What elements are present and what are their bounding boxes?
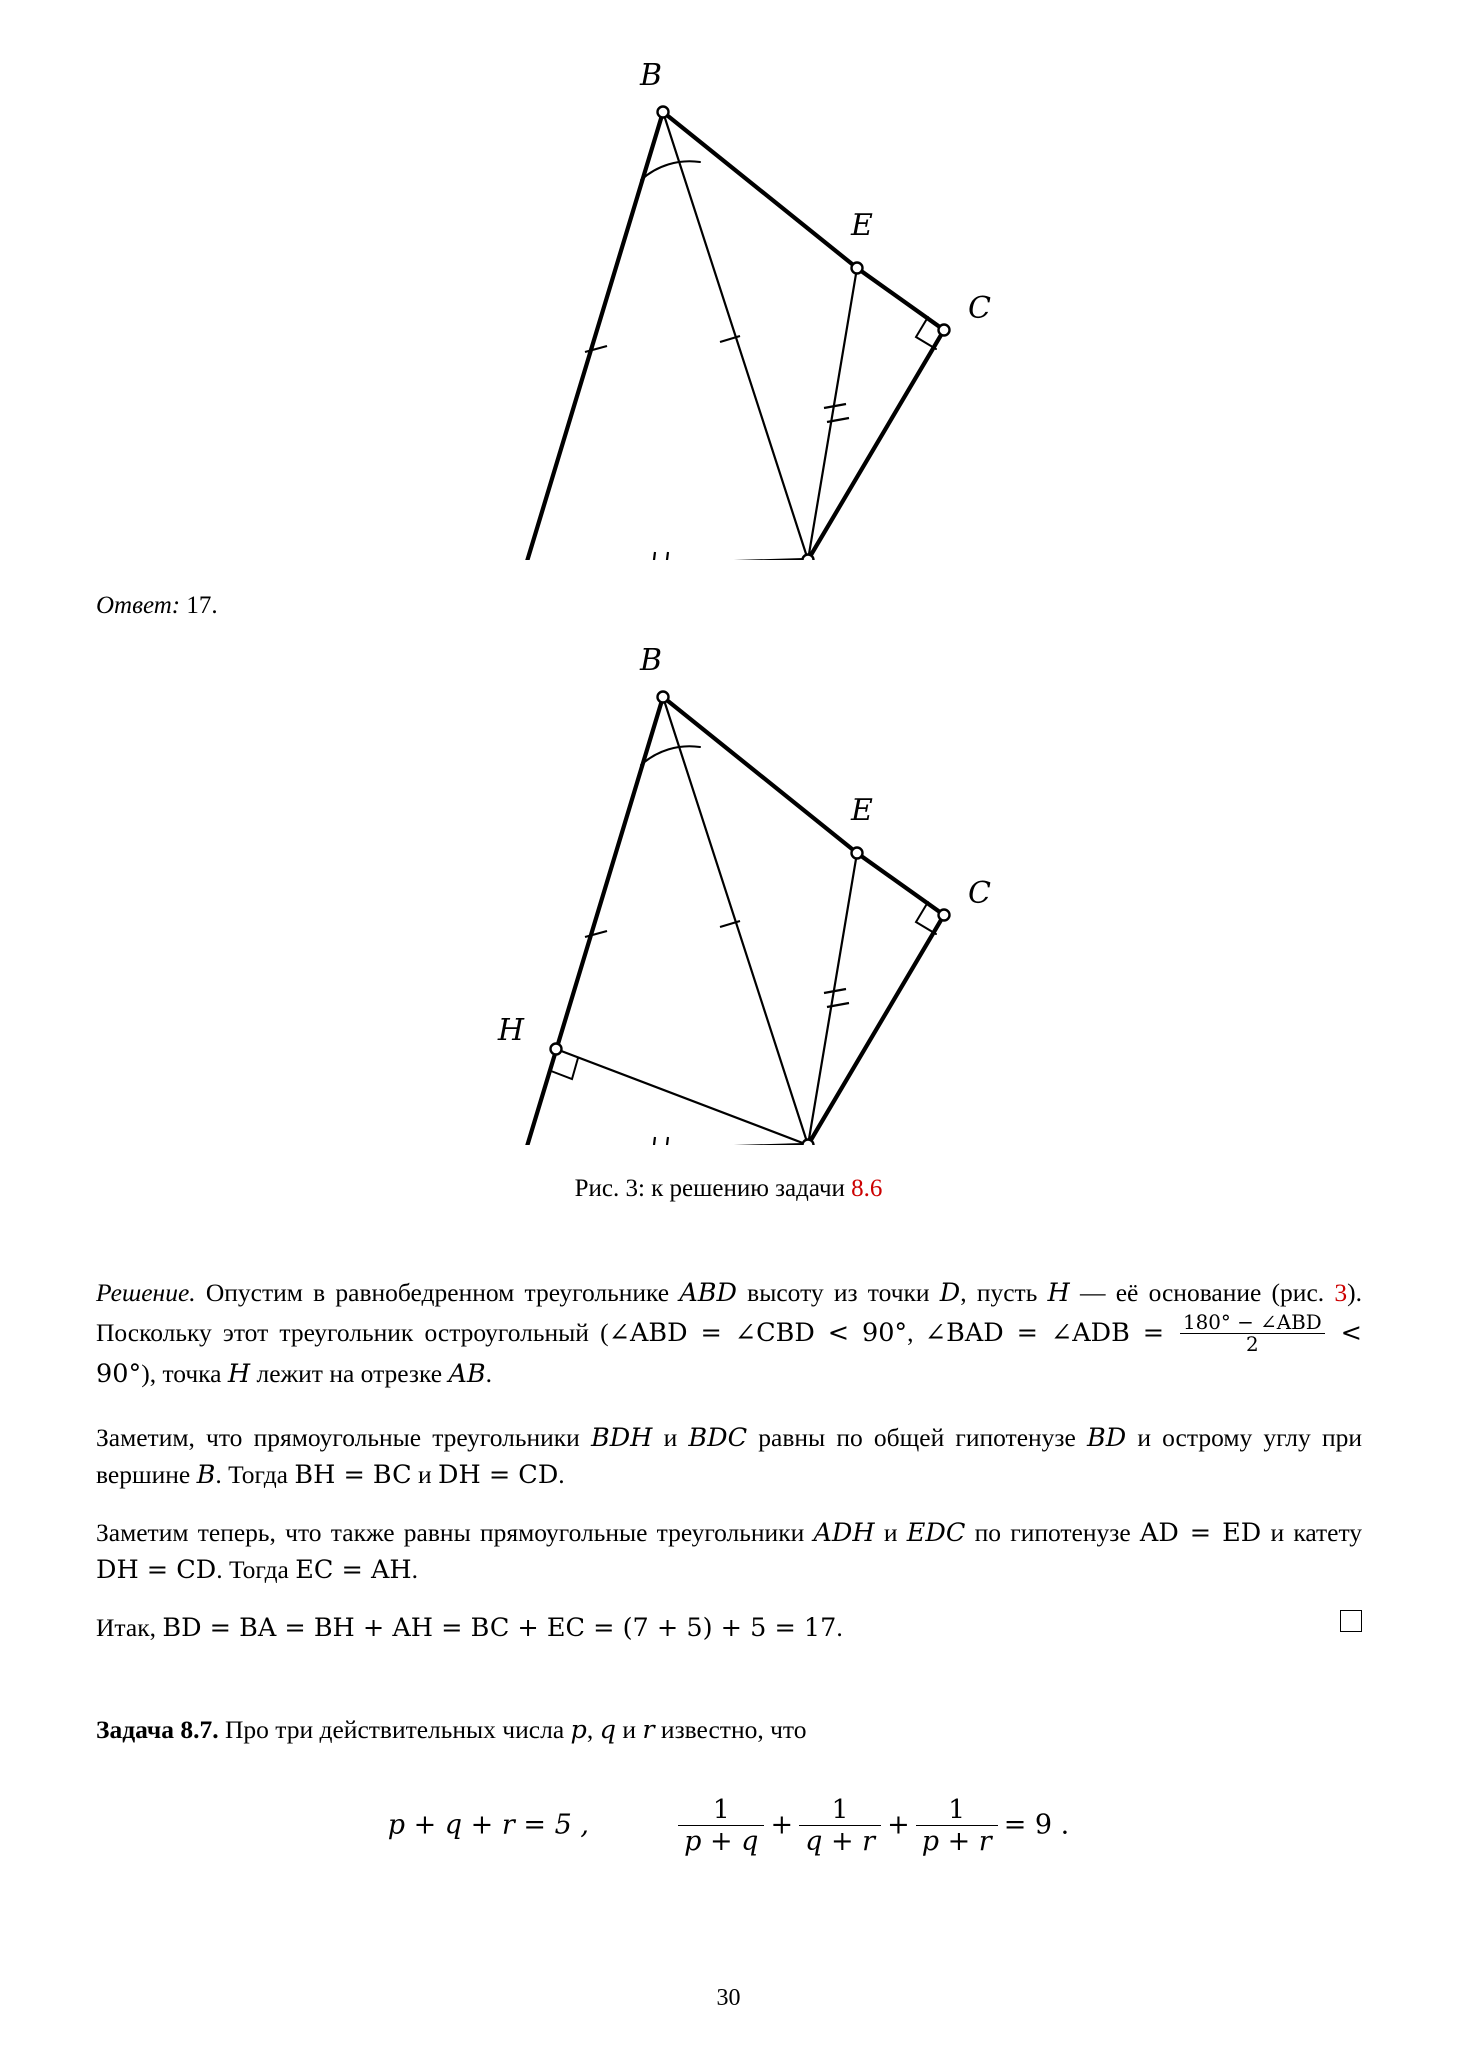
- proof-p2-d: и острому углу при вершине: [96, 1423, 1362, 1489]
- proof-p3-adh: ADH: [813, 1518, 875, 1548]
- equation-plus-1: +: [770, 1809, 794, 1841]
- caption-text: Рис. 3: к решению задачи: [574, 1175, 852, 1202]
- task-var-p: p: [570, 1715, 587, 1745]
- proof-p4-b: .: [836, 1613, 843, 1642]
- figure-2-label-H: H: [497, 1013, 524, 1048]
- proof-p2-f: и: [411, 1459, 439, 1489]
- proof-paragraph-3: [96, 1515, 1362, 1589]
- proof-paragraph-4: [96, 1610, 1362, 1647]
- proof-p3-edc: EDC: [906, 1518, 966, 1548]
- proof-p2-bdh: BDH: [590, 1423, 653, 1453]
- proof-p1-h2: H: [227, 1358, 251, 1389]
- figure-2-label-C: C: [968, 876, 991, 911]
- proof-p2-a: Заметим, что прямоугольные треугольники: [96, 1423, 591, 1452]
- proof-p4-a: Итак,: [96, 1613, 163, 1642]
- qed-square: [1340, 1610, 1362, 1632]
- answer-line: [96, 590, 218, 623]
- proof-p3-e: . Тогда: [216, 1554, 296, 1584]
- proof-p2-bd: BD: [1086, 1423, 1127, 1453]
- figure-2-label-E: E: [851, 793, 873, 828]
- figure-2: [0, 625, 1457, 1145]
- equation-plus-2: +: [887, 1809, 910, 1841]
- task-comma: ,: [586, 1715, 600, 1744]
- proof-p1-b: высоту из точки: [736, 1278, 940, 1307]
- fraction-qr-den: q + r: [799, 1825, 881, 1857]
- proof-p3-b: и: [874, 1518, 907, 1547]
- fraction-pr-den: p + r: [916, 1825, 998, 1857]
- page-number: 30: [716, 1985, 741, 2011]
- proof-p4-eq: BD = BA = BH + AH = BC + EC = (7 + 5) + 5 = 17: [162, 1613, 837, 1643]
- proof-p2-c: равны по общей гипотенузе: [747, 1423, 1087, 1452]
- proof-p1-f: ,: [907, 1318, 925, 1348]
- fraction-qr: [799, 1795, 881, 1857]
- proof-p3-eq2: DH = CD: [96, 1554, 217, 1585]
- proof-p1-e: ). Поскольку этот треугольник остроугольный (: [96, 1278, 1362, 1348]
- proof-p3-a: Заметим теперь, что также равны прямоугольные треугольники: [96, 1518, 814, 1547]
- proof-paragraph-1: [96, 1275, 1362, 1393]
- task-equation: [0, 1795, 1457, 1857]
- proof-paragraph-2: [96, 1420, 1362, 1494]
- figure-1-label-C: C: [968, 291, 991, 326]
- fraction-pr: [916, 1795, 998, 1857]
- equation-result: = 9 .: [1003, 1809, 1070, 1841]
- proof-p1-cond2a: ∠BAD = ∠ADB =: [924, 1318, 1177, 1349]
- task-head-rest: Про три действительных числа: [218, 1715, 571, 1744]
- task-heading: [96, 1715, 806, 1745]
- fraction-numerator: 180° − ∠ABD: [1182, 1310, 1322, 1334]
- caption-ref[interactable]: 8.6: [851, 1175, 883, 1202]
- figure-1-label-B: B: [639, 58, 663, 93]
- proof-p1-cond1: ∠ABD = ∠CBD < 90°: [608, 1318, 908, 1349]
- proof-p1-abd: ABD: [679, 1278, 737, 1308]
- task-var-r: r: [642, 1715, 655, 1745]
- proof-p3-c: по гипотенузе: [965, 1518, 1140, 1547]
- fraction-pq: [678, 1795, 764, 1857]
- proof-p1-a: Опустим в равнобедренном треугольнике: [205, 1278, 680, 1307]
- proof-p1-j: .: [485, 1358, 492, 1388]
- proof-p2-b: и: [652, 1423, 689, 1452]
- proof-p1-ab: AB: [448, 1358, 486, 1389]
- fraction-denominator: 2: [1180, 1333, 1325, 1355]
- proof-p1-i: лежит на отрезке: [250, 1358, 449, 1388]
- proof-p1-d: D: [939, 1278, 961, 1308]
- fraction-qr-num: 1: [831, 1794, 849, 1825]
- task-var-q: q: [599, 1715, 616, 1745]
- proof-p1-d2: — её основание (рис.: [1069, 1278, 1335, 1307]
- proof-lead: Решение.: [96, 1278, 196, 1307]
- proof-p2-g: .: [558, 1459, 565, 1489]
- proof-p3-eq1: AD = ED: [1139, 1518, 1262, 1548]
- answer-label: Ответ:: [96, 592, 181, 619]
- proof-p2-bv: B: [196, 1459, 216, 1490]
- answer-value: 17.: [186, 592, 218, 619]
- proof-p3-eq3: EC = AH: [295, 1554, 412, 1585]
- proof-p2-eq1: BH = BC: [294, 1459, 412, 1490]
- task-number: Задача 8.7.: [96, 1715, 219, 1744]
- proof-p1-cond2b: < 90°: [96, 1318, 1362, 1389]
- proof-p1-h: H: [1047, 1278, 1070, 1308]
- task-and: и: [615, 1715, 643, 1744]
- proof-figure-ref[interactable]: 3: [1334, 1278, 1348, 1307]
- fraction-pq-den: p + q: [678, 1825, 764, 1857]
- proof-p1-c: , пусть: [960, 1278, 1048, 1307]
- proof-p1-g: ), точка: [141, 1358, 228, 1388]
- figure-1-label-E: E: [851, 208, 873, 243]
- figure-caption: [0, 1175, 1457, 1203]
- proof-p3-d: и катету: [1261, 1518, 1363, 1547]
- proof-p3-f: .: [411, 1554, 418, 1584]
- proof-p2-bdc: BDC: [688, 1423, 748, 1453]
- task-tail: известно, что: [654, 1715, 807, 1744]
- fraction-pq-num: 1: [712, 1794, 730, 1825]
- figure-1: [0, 40, 1457, 560]
- proof-p2-e: . Тогда: [215, 1459, 295, 1489]
- proof-p2-eq2: DH = CD: [438, 1459, 559, 1490]
- fraction-pr-num: 1: [948, 1794, 966, 1825]
- equation-sum: p + q + r = 5 ,: [387, 1809, 589, 1841]
- figure-2-label-B: B: [639, 643, 663, 678]
- proof-p1-fraction: [1180, 1312, 1325, 1356]
